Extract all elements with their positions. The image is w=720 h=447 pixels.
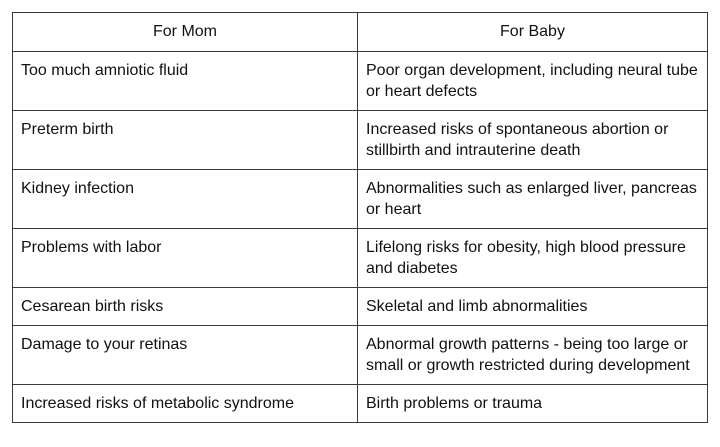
mom-risk-cell: Damage to your retinas bbox=[13, 326, 358, 385]
table-row bbox=[13, 111, 708, 170]
column-header-mom: For Mom bbox=[13, 13, 358, 52]
mom-risk-cell: Kidney infection bbox=[13, 170, 358, 229]
baby-risk-cell: Lifelong risks for obesity, high blood pressure and diabetes bbox=[358, 229, 708, 288]
table-header-row bbox=[13, 13, 708, 52]
table-row bbox=[13, 385, 708, 423]
baby-risk-cell: Abnormal growth patterns - being too large or small or growth restricted during development bbox=[358, 326, 708, 385]
table-row bbox=[13, 170, 708, 229]
mom-risk-cell: Cesarean birth risks bbox=[13, 288, 358, 326]
baby-risk-cell: Increased risks of spontaneous abortion or stillbirth and intrauterine death bbox=[358, 111, 708, 170]
baby-risk-cell: Birth problems or trauma bbox=[358, 385, 708, 423]
risk-table bbox=[12, 12, 708, 423]
baby-risk-cell: Abnormalities such as enlarged liver, pancreas or heart bbox=[358, 170, 708, 229]
baby-risk-cell: Poor organ development, including neural tube or heart defects bbox=[358, 52, 708, 111]
table-row bbox=[13, 288, 708, 326]
mom-risk-cell: Increased risks of metabolic syndrome bbox=[13, 385, 358, 423]
table-row bbox=[13, 229, 708, 288]
risk-table-container bbox=[12, 12, 707, 423]
mom-risk-cell: Too much amniotic fluid bbox=[13, 52, 358, 111]
table-row bbox=[13, 52, 708, 111]
mom-risk-cell: Preterm birth bbox=[13, 111, 358, 170]
column-header-baby: For Baby bbox=[358, 13, 708, 52]
table-row bbox=[13, 326, 708, 385]
mom-risk-cell: Problems with labor bbox=[13, 229, 358, 288]
baby-risk-cell: Skeletal and limb abnormalities bbox=[358, 288, 708, 326]
